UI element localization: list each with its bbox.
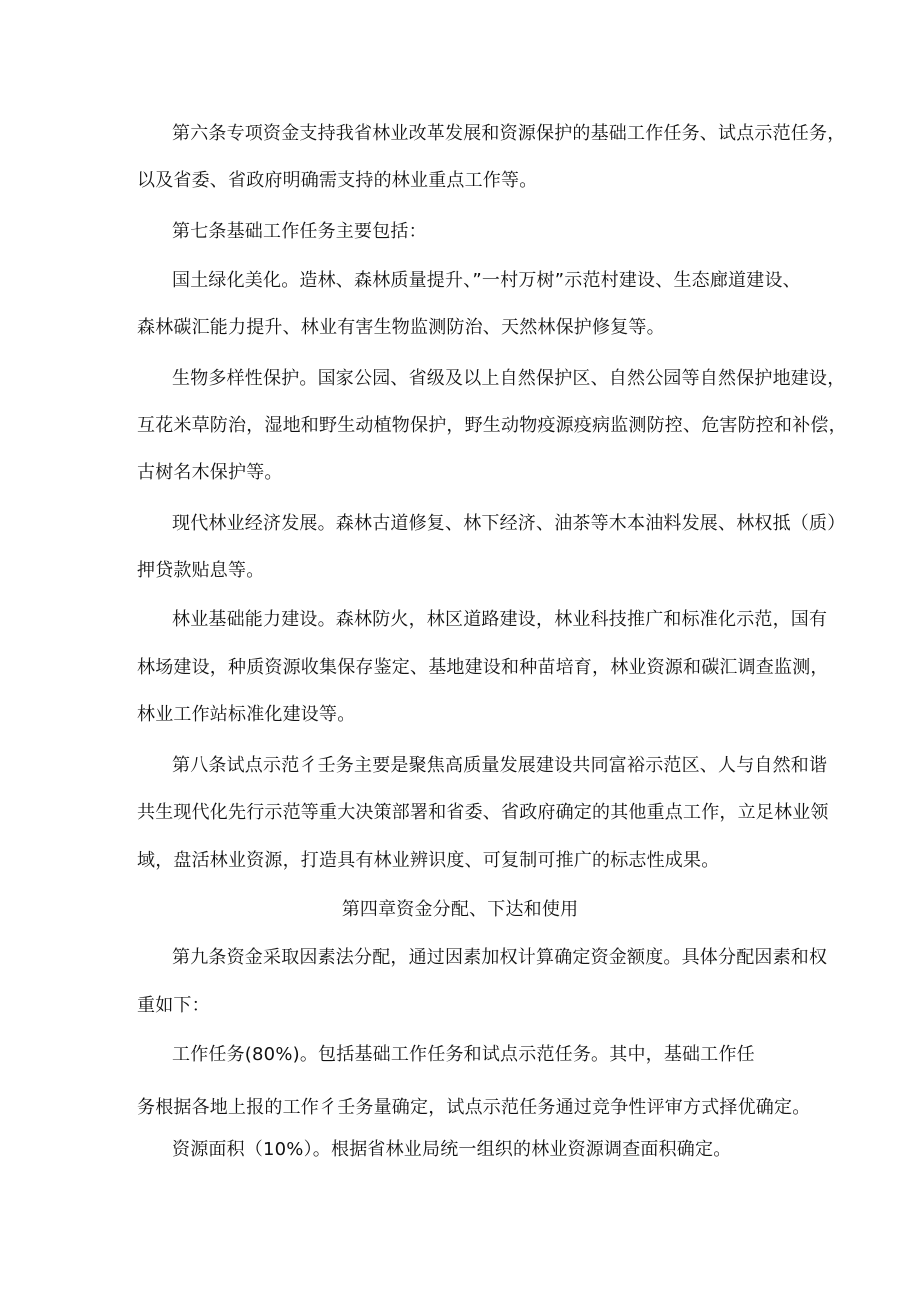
text-line: 共生现代化先行示范等重大决策部署和省委、省政府确定的其他重点工作，立足林业领 — [137, 802, 829, 823]
text-line: 押贷款贴息等。 — [137, 560, 265, 581]
text-line: 工作任务(80%)。包括基础工作任务和试点示范任务。其中，基础工作任 — [172, 1044, 755, 1065]
text-line: 以及省委、省政府明确需支持的林业重点工作等。 — [137, 170, 538, 191]
text-line: 第六条专项资金支持我省林业改革发展和资源保护的基础工作任务、试点示范任务， — [172, 123, 846, 144]
text-line: 国土绿化美化。造林、森林质量提升、”一村万树”示范村建设、生态廊道建设、 — [172, 270, 801, 291]
text-line: 林业工作站标准化建设等。 — [137, 704, 356, 725]
text-line: 林业基础能力建设。森林防火，林区道路建设，林业科技推广和标准化示范，国有 — [172, 609, 828, 630]
text-line: 第七条基础工作任务主要包括： — [172, 221, 427, 242]
text-line: 资源面积（10%）。根据省林业局统一组织的林业资源调查面积确定。 — [172, 1139, 732, 1160]
text-line: 古树名木保护等。 — [137, 462, 283, 483]
text-line: 第九条资金采取因素法分配，通过因素加权计算确定资金额度。具体分配因素和权 — [172, 947, 828, 968]
text-line: 重如下： — [137, 995, 210, 1016]
text-line: 务根据各地上报的工作彳壬务量确定，试点示范任务通过竞争性评审方式择优确定。 — [137, 1097, 811, 1118]
text-line: 域，盘活林业资源，打造具有林业辨识度、可复制可推广的标志性成果。 — [137, 850, 720, 871]
text-line: 第八条试点示范彳壬务主要是聚焦高质量发展建设共同富裕示范区、人与自然和谐 — [172, 755, 828, 776]
text-line: 生物多样性保护。国家公园、省级及以上自然保护区、自然公园等自然保护地建设， — [172, 368, 846, 389]
text-line: 互花米草防治，湿地和野生动植物保护，野生动物疫源疫病监测防控、危害防控和补偿， — [137, 415, 847, 436]
text-line: 现代林业经济发展。森林古道修复、林下经济、油茶等木本油料发展、林权抵（质） — [172, 513, 846, 534]
text-line: 林场建设，种质资源收集保存鉴定、基地建设和种苗培育，林业资源和碳汇调查监测， — [137, 657, 829, 678]
chapter-heading: 第四章资金分配、下达和使用 — [341, 899, 579, 920]
text-line: 森林碳汇能力提升、林业有害生物监测防治、天然林保护修复等。 — [137, 317, 665, 338]
